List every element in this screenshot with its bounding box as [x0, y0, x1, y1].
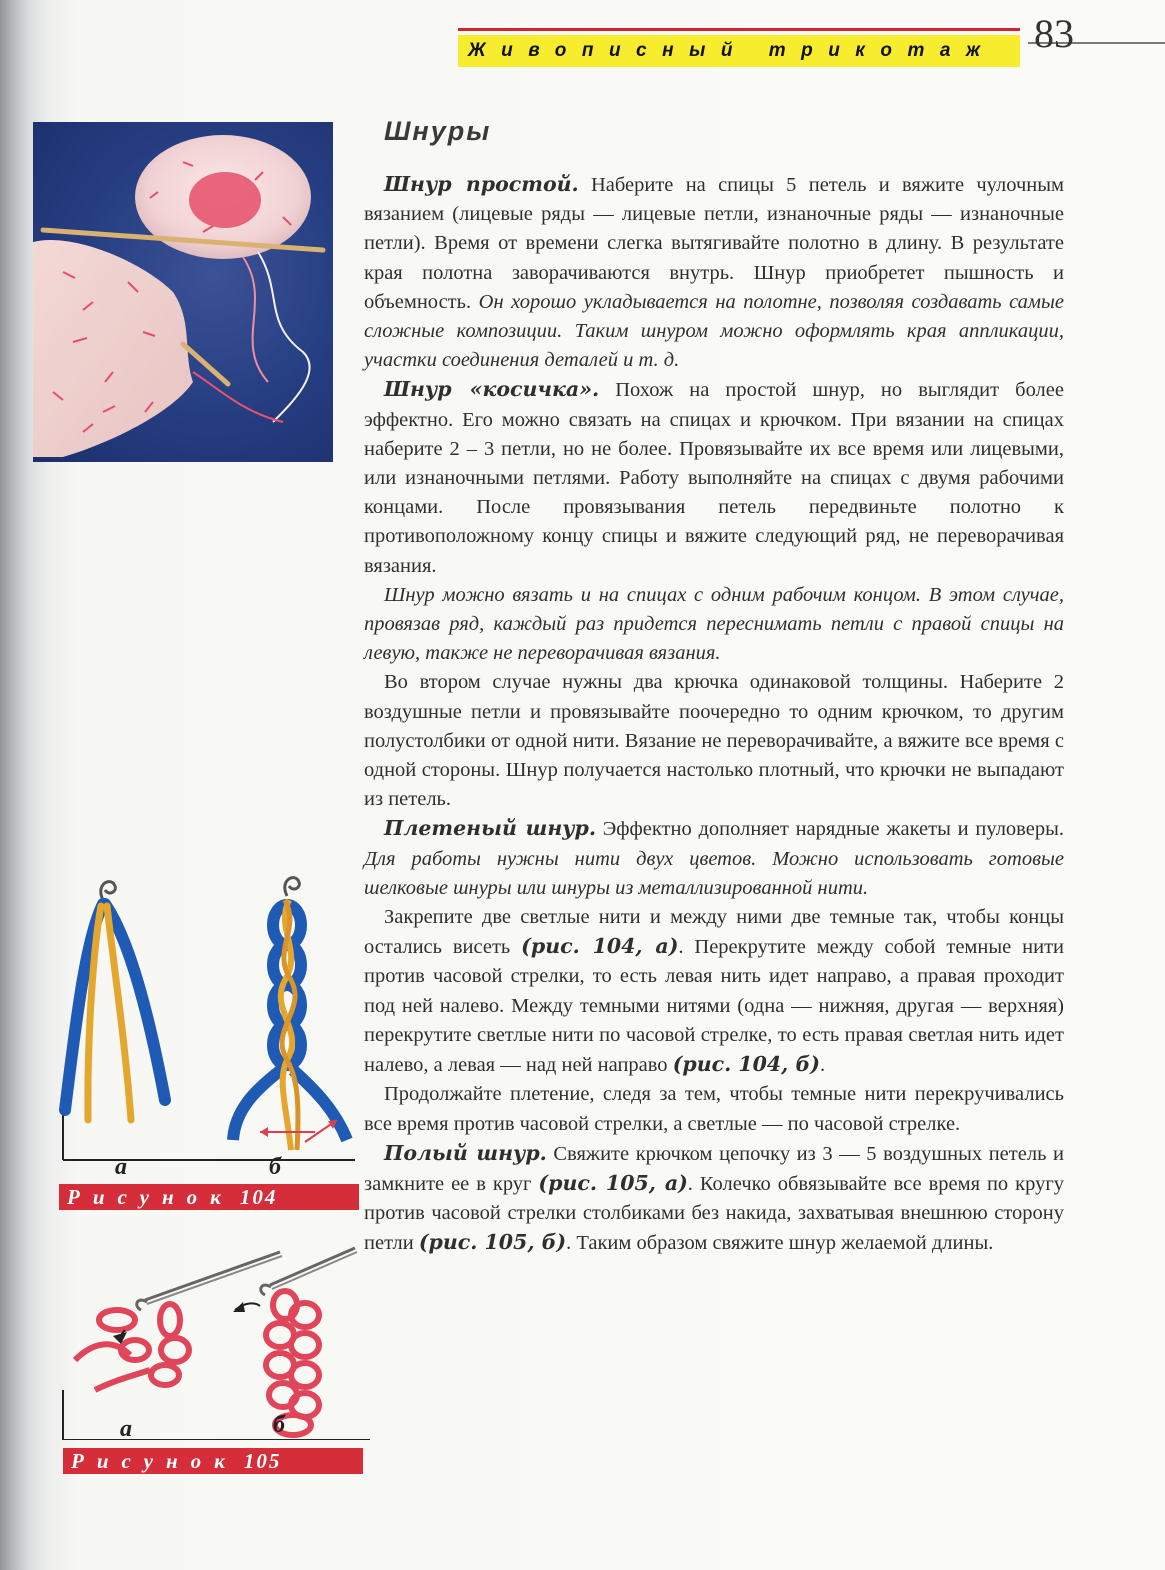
article-body [364, 170, 1064, 1259]
figure-reference: (рис. 105, а) [538, 1170, 688, 1195]
paragraph-one-end-needle: Шнур можно вязать и на спицах с одним рабочим концом. В этом случае, провязав ряд, каждый раз придется переснимать петли с правой спицы на левую, также не переворачивая вязания. [364, 583, 1064, 665]
article-title: Шнуры [384, 116, 492, 146]
caption-number: 104 [239, 1185, 278, 1209]
paragraph-hollow-cord [364, 1139, 1064, 1259]
paragraph-text: . Таким образом свяжите шнур желаемой длины. [566, 1232, 994, 1255]
run-in-head: Шнур простой. [384, 172, 579, 196]
figure-reference: (рис. 105, б) [418, 1230, 567, 1255]
figure-reference: (рис. 104, а) [521, 934, 679, 959]
paragraph-italic-text: Для работы нужны нити двух цветов. Можно использовать готовые шелковые шнуры или шнуры из металлизированной нити. [364, 847, 1064, 899]
paragraph-plaiting-steps [364, 903, 1064, 1080]
paragraph-crochet-hooks: Во втором случае нужны два крючка одинаковой толщины. Наберите 2 воздушные петли и провязывайте поочередно то одним крючком, то другим полустолбики от одной нити. Вязание не переворачивайте, а вяжите все время с одной стороны. Шнур получается настолько плотный, что крючки не выпадают из петель. [364, 671, 1064, 811]
figure-104-caption [59, 1184, 359, 1210]
paragraph-text: . [819, 1054, 826, 1077]
caption-word: Рисунок [67, 1185, 234, 1209]
paragraph-text: Закрепите две светлые нити и между ними две темные так, чтобы концы остались висеть [364, 906, 1064, 959]
paragraph-text: . Перекрутите между собой темные нити против часовой стрелки, то есть левая нить идет направо, а правая проходит под ней налево. Между темными нитями (одна — нижняя, другая — верхняя) перекрутите светлые нити по часовой стрелке, то есть правая светлая нить идет налево, а левая — над ней направо [364, 936, 1064, 1077]
run-in-head: Шнур «косичка». [384, 377, 600, 402]
paragraph-plaited-cord [364, 814, 1064, 903]
header-rule [458, 28, 1020, 31]
paragraph-text: . Колечко обвязывайте все время по кругу против часовой стрелки столбиками без накида, захватывая внешнюю сторону петли [364, 1172, 1064, 1255]
paragraph-text: Похож на простой шнур, но выглядит более эффектно. Его можно связать на спицах и крючком. При вязании на спицах наберите 2 – 3 петли, но не более. Провязывайте их все время или лицевыми, или изнаночными петлями. Работу выполняйте на спицах с двумя рабочими концами. После провязывания петель передвиньте полотно к противоположному концу спицы и вяжите следующий ряд, не переворачивая вязания. [364, 379, 1064, 577]
page-number: 83 [1034, 11, 1074, 56]
run-in-head: Плетеный шнур. [384, 816, 597, 841]
figure-105-caption [63, 1448, 363, 1474]
figure-104-label-a: а [115, 1154, 127, 1180]
knitting-photo [33, 122, 333, 462]
paragraph-italic-text: Он хорошо укладывается на полотне, позволяя создавать самые сложные композиции. Таким шнуром можно оформлять края аппликации, участки соединения деталей и т. д. [364, 290, 1064, 372]
run-in-head: Полый шнур. [384, 1140, 547, 1165]
paragraph-text: Свяжите крючком цепочку из 3 — 5 воздушных петель и замкните ее в круг [364, 1142, 1064, 1195]
figure-105-label-b: б [273, 1412, 285, 1438]
paragraph-simple-cord [364, 170, 1064, 375]
figure-105-drawing [55, 1240, 375, 1440]
figure-104-label-b: б [269, 1154, 281, 1180]
figure-104-drawing [55, 870, 365, 1180]
paragraph-continue-plaiting: Продолжайте плетение, следя за тем, чтобы темные нити перекручивались все время против часовой стрелки, а светлые — по часовой стрелке. [364, 1083, 1064, 1135]
paragraph-text: Эффектно дополняет нарядные жакеты и пуловеры. [596, 818, 1064, 841]
paragraph-braid-cord [364, 375, 1064, 580]
paragraph-text: Наберите на спицы 5 петель и вяжите чулочным вязанием (лицевые ряды — лицевые петли, изнаночные ряды — изнаночные петли). Время от времени слегка вытягивайте полотно в длину. В результате края полотна заворачиваются внутрь. Шнур приобретет пышность и объемность. [364, 174, 1064, 313]
running-head: Живописный трикотаж [458, 35, 1020, 67]
caption-word: Рисунок [71, 1449, 238, 1473]
knitting-photo-illustration [33, 122, 333, 462]
figure-reference: (рис. 104, б) [672, 1052, 820, 1077]
figure-105 [55, 1240, 375, 1480]
figure-105-label-a: а [120, 1416, 132, 1442]
caption-number: 105 [243, 1449, 282, 1473]
figure-104 [55, 870, 365, 1215]
